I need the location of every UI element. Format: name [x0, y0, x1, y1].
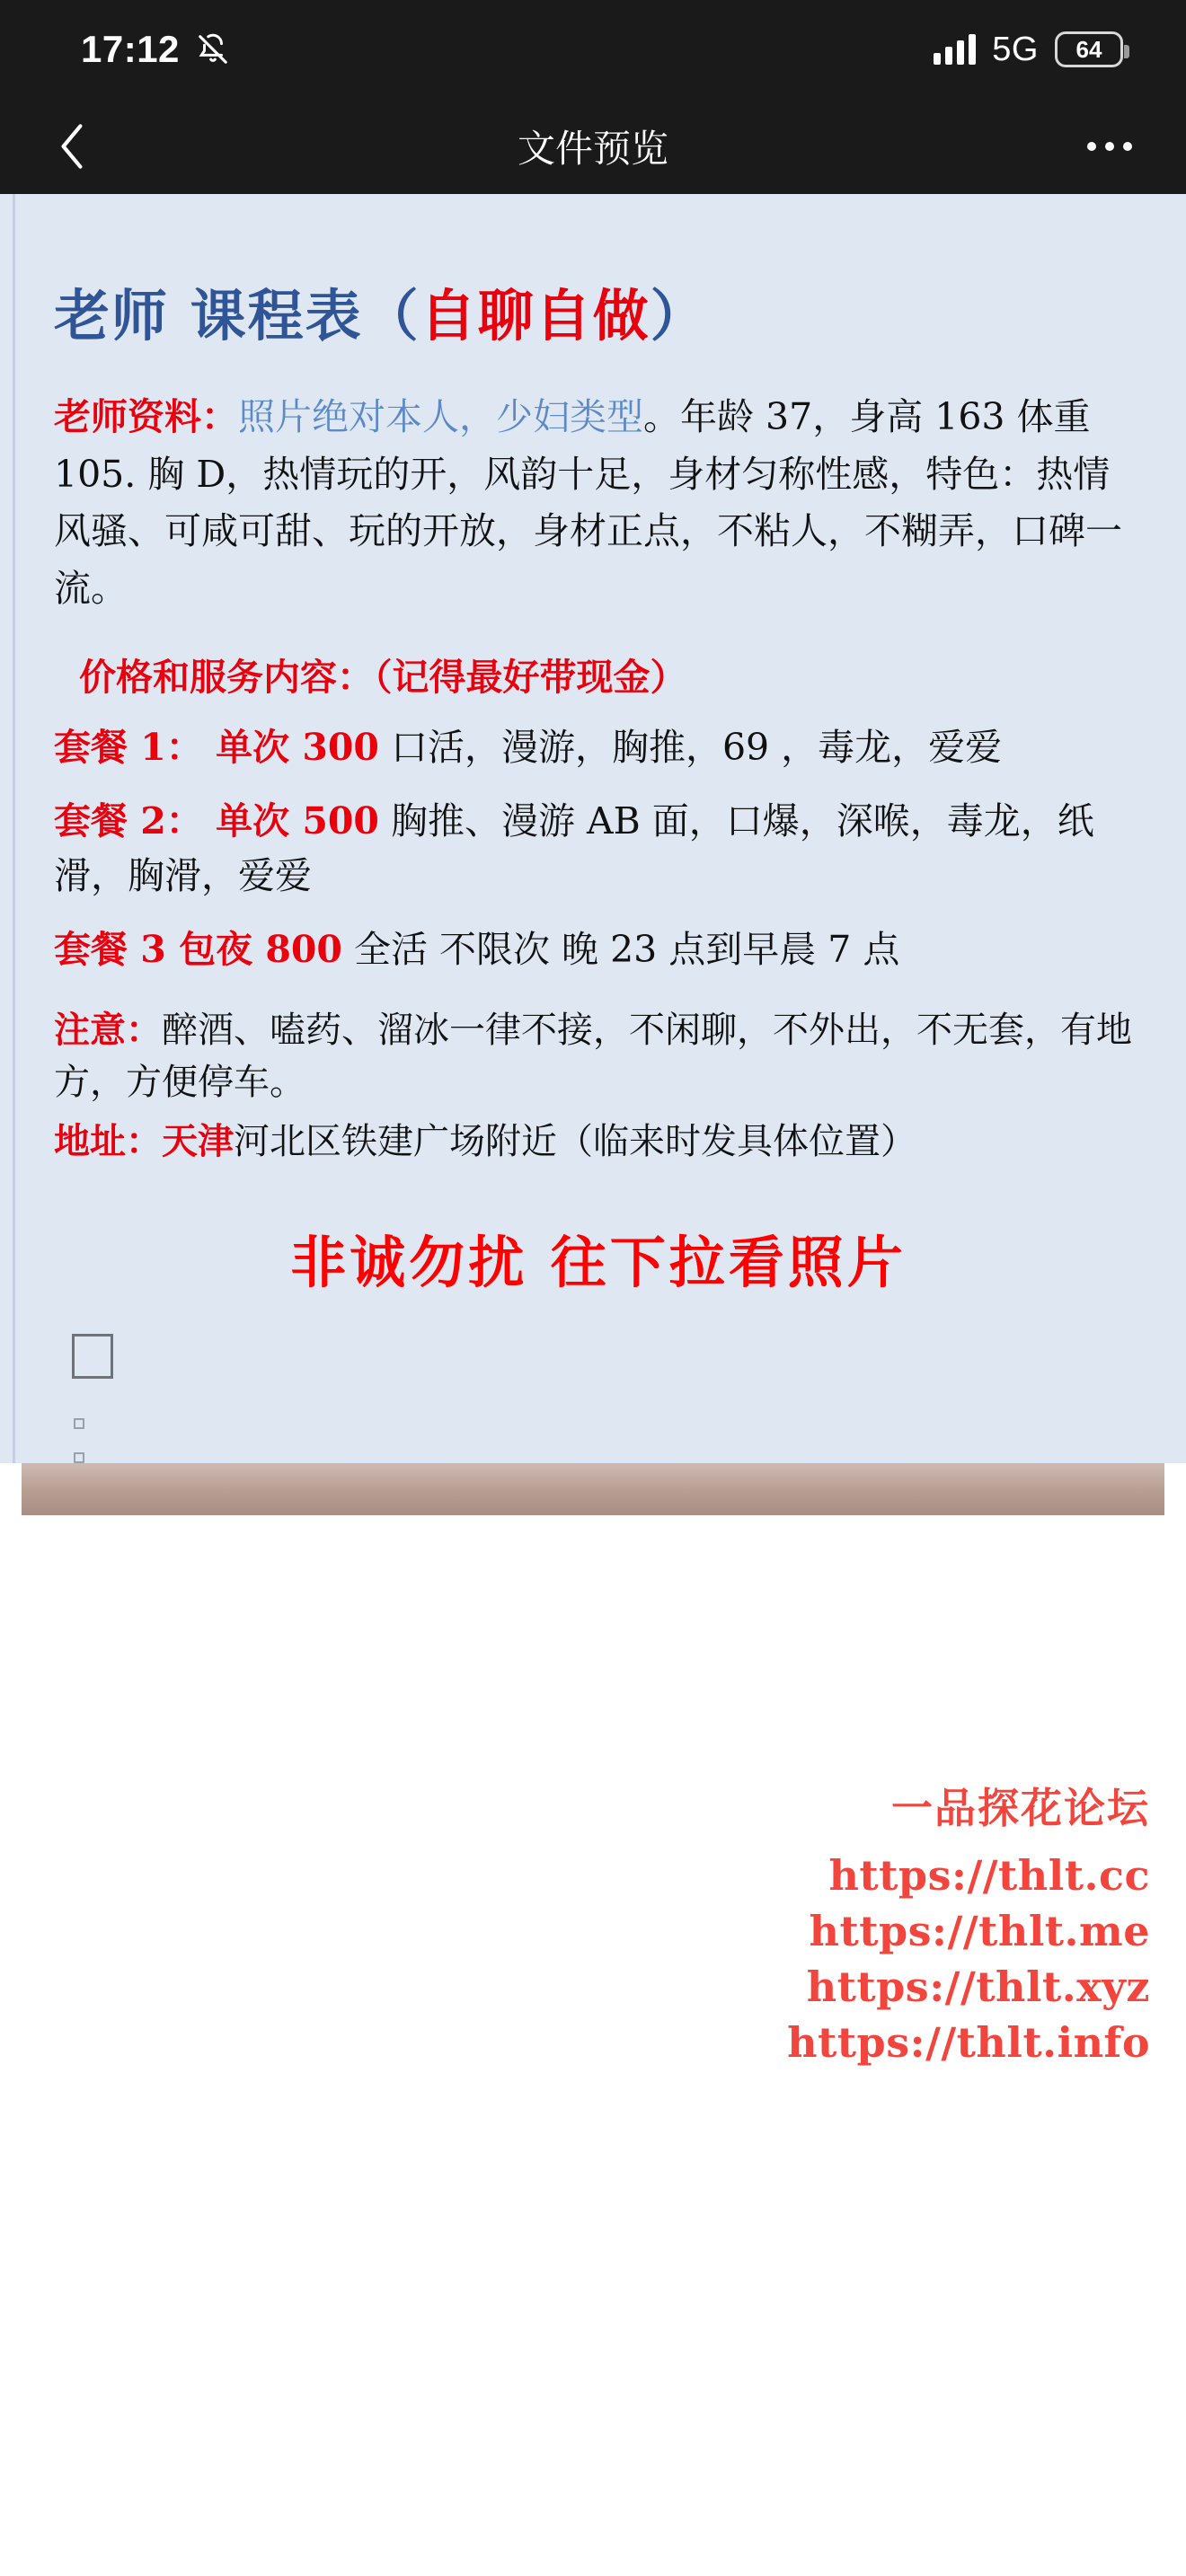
- status-time: 17:12: [81, 28, 180, 70]
- plan-3-label: 套餐 3 包夜 800: [54, 927, 342, 971]
- more-options-button[interactable]: [1078, 133, 1141, 160]
- plan-item: [54, 794, 1143, 904]
- chevron-left-icon: [57, 120, 87, 172]
- plan-2-text: 胸推、漫游 AB 面，口爆，深喉，毒龙，纸滑，胸滑，爱爱: [54, 798, 1094, 898]
- address-label: 地址：: [54, 1120, 162, 1163]
- watermark-title: 一品探花论坛: [891, 1783, 1150, 1832]
- plan-item: [54, 922, 1143, 978]
- plan-3-text: 全活 不限次 晚 23 点到早晨 7 点: [341, 927, 900, 971]
- watermark-link[interactable]: https://thlt.me: [809, 1906, 1150, 1955]
- scroll-banner-text: 非诚勿扰 往下拉看照片: [290, 1230, 907, 1296]
- notice-label: 注意：: [54, 1009, 162, 1052]
- nav-bar: [0, 99, 1186, 194]
- address-city: 天津: [162, 1120, 234, 1163]
- price-section-heading: 价格和服务内容：（记得最好带现金）: [79, 656, 687, 700]
- bullet-placeholder: [74, 1418, 84, 1429]
- battery-icon: [1055, 31, 1123, 67]
- watermark-link[interactable]: https://thlt.xyz: [806, 1963, 1150, 2011]
- notice-text: 醉酒、嗑药、溜冰一律不接，不闲聊，不外出，不无套，有地方，方便停车。: [54, 1010, 1132, 1104]
- status-bar-right: [934, 31, 1123, 69]
- network-type-label: 5G: [992, 30, 1039, 68]
- back-button[interactable]: [45, 119, 99, 173]
- status-bar-left: [81, 28, 230, 71]
- profile-blue-text: 照片绝对本人，少妇类型: [238, 395, 643, 438]
- document-heading-highlight: 自聊自做: [420, 283, 651, 348]
- checkbox-placeholder: [72, 1334, 113, 1379]
- plan-1-text: 口活，漫游，胸推，69 ，毒龙，爱爱: [378, 726, 1003, 770]
- photo-preview-strip: [22, 1463, 1164, 1515]
- document-heading-main: 老师 课程表（: [54, 283, 420, 348]
- blank-panel: [0, 1515, 1186, 2070]
- watermark-link[interactable]: https://thlt.info: [787, 2018, 1150, 2068]
- plan-1-label: 套餐 1： 单次 300: [54, 726, 379, 770]
- address-paragraph: [54, 1116, 1143, 1168]
- bell-slash-icon: [196, 31, 230, 68]
- notice-paragraph: [54, 1004, 1143, 1108]
- profile-label: 老师资料：: [54, 395, 238, 438]
- bullet-placeholder: [74, 1452, 84, 1463]
- plan-2-label: 套餐 2： 单次 500: [54, 798, 379, 842]
- profile-paragraph: [54, 389, 1143, 617]
- left-margin-rule: [13, 194, 15, 1463]
- profile-body-text: 。年龄 37，身高 163 体重 105. 胸 D，热情玩的开，风韵十足，身材匀称性感，特色：热情风骚、可咸可甜、玩的开放，身材正点，不粘人，不糊弄，口碑一流。: [54, 395, 1122, 610]
- plan-item: [54, 720, 1143, 776]
- battery-level-label: 64: [1075, 35, 1102, 63]
- document-heading: [54, 271, 1143, 351]
- watermark: [787, 1776, 1150, 2070]
- more-options-icon: [1105, 142, 1114, 151]
- document-heading-tail: ）: [650, 283, 708, 348]
- document-content: [0, 194, 1186, 1463]
- cellular-signal-icon: [934, 34, 976, 65]
- page-title: 文件预览: [517, 128, 668, 170]
- status-bar: [0, 0, 1186, 99]
- more-options-icon: [1087, 142, 1096, 151]
- document-preview-area[interactable]: [0, 194, 1186, 1463]
- address-text: 河北区铁建广场附近（临来时发具体位置）: [234, 1121, 916, 1163]
- more-options-icon: [1123, 142, 1132, 151]
- watermark-link[interactable]: https://thlt.cc: [828, 1850, 1150, 1900]
